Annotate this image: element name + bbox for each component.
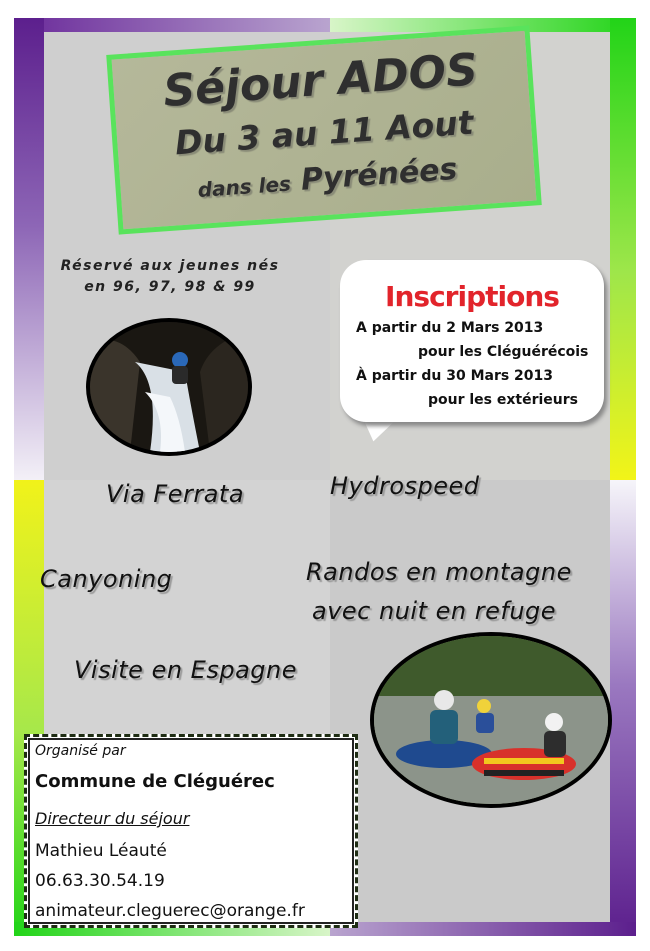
activity-canyoning: Canyoning [40,565,173,593]
organizer-label: Organisé par [35,743,126,759]
eligibility-line1: Réservé aux jeunes nés [60,258,280,274]
inscriptions-line1: A partir du 2 Mars 2013 [356,320,544,336]
hydrospeed-photo [370,632,612,808]
inscriptions-line2: pour les Cléguérécois [418,344,589,360]
hydrospeed-photo-art [374,636,608,804]
inscriptions-line4: pour les extérieurs [428,392,579,408]
title-box [106,25,542,234]
organizer-box [24,734,358,928]
director-email[interactable]: animateur.cleguerec@orange.fr [35,901,305,921]
border-top-left [14,18,330,32]
border-right-lower [610,480,636,936]
director-phone[interactable]: 06.63.30.54.19 [35,871,165,891]
canyoning-photo-art [90,322,248,452]
eligibility-note [50,256,290,298]
inscriptions-title: Inscriptions [385,280,559,313]
border-bottom-right [330,922,636,936]
activity-visite: Visite en Espagne [74,656,297,684]
activity-randos-line2: avec nuit en refuge [312,597,557,625]
activity-hydrospeed: Hydrospeed [330,472,480,500]
title-location-main: Pyrénées [299,151,459,198]
eligibility-line2: en 96, 97, 98 & 99 [84,279,256,295]
title-location-prefix: dans les [196,171,292,202]
border-left-upper [14,18,44,480]
organizer-name: Commune de Cléguérec [35,771,275,792]
title-main: Séjour ADOS [161,44,480,118]
canyoning-photo [86,318,252,456]
director-label: Directeur du séjour [35,809,190,828]
activity-via-ferrata: Via Ferrata [106,480,245,508]
title-dates: Du 3 au 11 Aout [173,102,475,163]
inscriptions-line3: À partir du 30 Mars 2013 [356,368,554,384]
activity-randos-line1: Randos en montagne [306,558,572,586]
director-name: Mathieu Léauté [35,841,167,861]
border-right-upper [610,18,636,480]
